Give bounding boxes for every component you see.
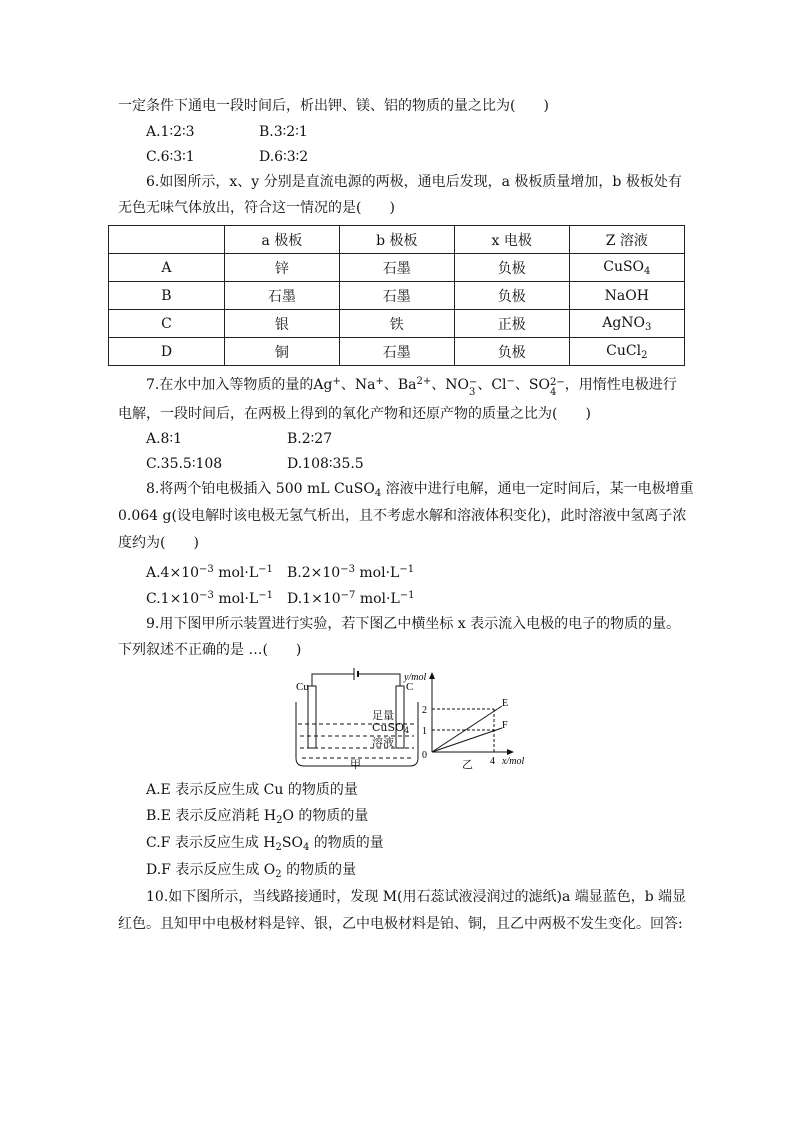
q7-option-c: C.35.5∶108 — [146, 456, 223, 472]
ion-sub: 3 — [468, 387, 476, 398]
q10-stem-line1: 10.如下图所示，当线路接通时，发现 M(用石蕊试液浸润过的滤纸)a 端显蓝色，b 端显 — [146, 889, 687, 905]
formula: CuCl — [606, 342, 642, 359]
exponent: −1 — [258, 564, 273, 575]
table-cell: 石墨 — [224, 282, 339, 310]
table-cell: A — [109, 254, 225, 282]
line-F-label: F — [502, 720, 508, 731]
table-cell: 锌 — [224, 254, 339, 282]
subscript: 2 — [275, 842, 282, 853]
q8-stem-line1 — [146, 479, 694, 504]
text: mol·L — [213, 565, 259, 581]
table-cell — [569, 338, 684, 366]
table-cell: 石墨 — [339, 282, 454, 310]
subscript: 2 — [276, 815, 283, 826]
text: O 的物质的量 — [282, 808, 369, 824]
q7-option-b: B.2∶27 — [287, 431, 333, 447]
subscript: 2 — [275, 869, 282, 880]
q9-option-c — [146, 833, 384, 858]
ion-charge: 2− — [550, 377, 565, 388]
formula: CuSO — [603, 258, 645, 275]
exponent: −3 — [340, 564, 355, 575]
q7-option-d: D.108∶35.5 — [287, 456, 364, 472]
exponent: −7 — [340, 590, 356, 601]
ion: 、SO — [514, 377, 551, 393]
line-E — [432, 706, 502, 752]
table-row — [109, 254, 685, 282]
ion-sub: 4 — [550, 387, 557, 398]
table-cell: C — [109, 310, 225, 338]
exponent: −3 — [199, 564, 214, 575]
table-cell — [569, 254, 684, 282]
ion: Ag — [313, 377, 333, 393]
text: C.F 表示反应生成 H — [146, 835, 276, 851]
table-cell: 石墨 — [339, 254, 454, 282]
table-row — [109, 282, 685, 310]
text: C.1×10 — [146, 591, 200, 607]
sol-line3: 溶液 — [372, 736, 394, 749]
q5-option-b: B.3∶2∶1 — [259, 124, 308, 140]
table-header-cell: b 极板 — [339, 226, 454, 254]
ion-charge: + — [375, 376, 384, 387]
ion: 、NO — [431, 377, 469, 393]
q7-suffix: ，用惰性电极进行 — [564, 377, 677, 393]
subscript: 4 — [302, 842, 310, 853]
q8-stem-line3: 度约为( ) — [118, 535, 199, 551]
q8-option-d — [287, 586, 415, 609]
q5-option-a: A.1∶2∶3 — [146, 124, 195, 140]
q7-prefix: 7.在水中加入等物质的量的 — [146, 377, 314, 393]
text: mol·L — [354, 565, 400, 581]
tick-label: 4 — [490, 756, 495, 767]
x-axis-arrow — [507, 749, 514, 755]
q9-option-a: A.E 表示反应生成 Cu 的物质的量 — [146, 782, 358, 798]
tick-label: 0 — [422, 750, 427, 761]
y-axis-arrow — [429, 672, 435, 679]
q6-stem-line2: 无色无味气体放出，符合这一情况的是( ) — [118, 200, 395, 216]
line-F — [432, 728, 502, 752]
y-axis-label: y/mol — [404, 672, 427, 683]
q10-stem-line2: 红色。且知甲中电极材料是锌、银，乙中电极材料是铂、铜，且乙中两极不发生变化。回答: — [118, 916, 683, 932]
table-header-cell: Z 溶液 — [569, 226, 684, 254]
table-cell: 负极 — [454, 254, 569, 282]
table-cell: 石墨 — [339, 338, 454, 366]
table-cell: 铁 — [339, 310, 454, 338]
table-cell: B — [109, 282, 225, 310]
q9-stem-line1: 9.用下图甲所示装置进行实验，若下图乙中横坐标 x 表示流入电极的电子的物质的量。 — [146, 616, 681, 632]
exponent: −1 — [399, 564, 415, 575]
tick-label: 1 — [422, 726, 427, 737]
text: 8.将两个铂电极插入 500 mL CuSO — [146, 481, 375, 497]
c-label: C — [406, 681, 414, 693]
text: mol·L — [213, 591, 259, 607]
table-cell: D — [109, 338, 225, 366]
table-cell: 负极 — [454, 338, 569, 366]
ion-charge: + — [332, 376, 341, 387]
q7-option-a: A.8∶1 — [146, 431, 183, 447]
text: 的物质的量 — [309, 835, 384, 851]
table-cell: 正极 — [454, 310, 569, 338]
table-cell: 铜 — [224, 338, 339, 366]
q5-option-c: C.6∶3∶1 — [146, 149, 195, 165]
figure-jia-caption: 甲 — [350, 758, 361, 771]
table-cell — [569, 282, 684, 310]
q8-option-b — [287, 560, 414, 583]
text: D.1×10 — [287, 591, 341, 607]
tick-label: 2 — [422, 705, 427, 716]
q5-stem: 一定条件下通电一段时间后，析出钾、镁、铝的物质的量之比为( ) — [118, 98, 549, 114]
line-E-label: E — [502, 698, 509, 709]
subscript: 4 — [644, 265, 651, 277]
figure-yi-caption: 乙 — [462, 758, 473, 771]
ion-charge-sub — [550, 378, 565, 398]
text: 溶液中进行电解，通电一定时间后，某一电极增重 — [381, 481, 694, 497]
sol-line1: 足量 — [372, 709, 394, 722]
q5-option-d: D.6∶3∶2 — [259, 149, 309, 165]
table-row — [109, 310, 685, 338]
text: B.E 表示反应消耗 H — [146, 808, 277, 824]
ion: 、Ba — [383, 377, 417, 393]
ion-charge: − — [506, 376, 515, 387]
table-header-row — [109, 226, 685, 254]
q9-option-d — [146, 860, 356, 885]
exponent: −3 — [199, 590, 214, 601]
text: 的物质的量 — [281, 862, 357, 878]
table-row — [109, 338, 685, 366]
text: mol·L — [355, 591, 400, 607]
text: A.4×10 — [146, 565, 200, 581]
formula: AgNO — [602, 314, 646, 331]
q8-option-c — [146, 586, 273, 609]
ion-charge: 2+ — [416, 376, 432, 387]
q6-stem-line1: 6.如图所示，x、y 分别是直流电源的两极，通电后发现，a 极板质量增加，b 极板处有 — [146, 174, 682, 190]
text: CuSO — [372, 721, 405, 734]
table-header-cell — [109, 226, 225, 254]
q8-option-a — [146, 560, 273, 583]
q6-table — [108, 225, 685, 366]
q9-stem-line2: 下列叙述不正确的是 …( ) — [118, 642, 302, 658]
ion: 、Cl — [477, 377, 507, 393]
cu-electrode — [308, 686, 316, 748]
subscript: 4 — [404, 726, 410, 735]
subscript: 2 — [641, 349, 648, 361]
table-cell: 银 — [224, 310, 339, 338]
ion: 、Na — [340, 377, 376, 393]
q9-option-b — [146, 806, 368, 831]
text: B.2×10 — [287, 565, 341, 581]
exponent: −1 — [399, 590, 415, 601]
q7-stem-line2: 电解，一段时间后，在两极上得到的氧化产物和还原产物的质量之比为( ) — [118, 406, 591, 422]
ion-charge: − — [468, 377, 478, 388]
subscript: 3 — [645, 321, 652, 333]
table-header-cell: a 极板 — [224, 226, 339, 254]
q7-stem-line1 — [146, 372, 677, 398]
text: SO — [281, 835, 303, 851]
cu-label: Cu — [296, 681, 309, 693]
text: D.F 表示反应生成 O — [146, 862, 276, 878]
q8-stem-line2: 0.064 g(设电解时该电极无氢气析出，且不考虑水解和溶液体积变化)，此时溶液中氢离子浓 — [118, 508, 687, 524]
exponent: −1 — [258, 590, 274, 601]
subscript: 4 — [374, 488, 382, 499]
formula: NaOH — [604, 287, 649, 304]
table-cell — [569, 310, 684, 338]
x-axis-label: x/mol — [502, 756, 525, 767]
table-header-cell: x 电极 — [454, 226, 569, 254]
table-cell: 负极 — [454, 282, 569, 310]
